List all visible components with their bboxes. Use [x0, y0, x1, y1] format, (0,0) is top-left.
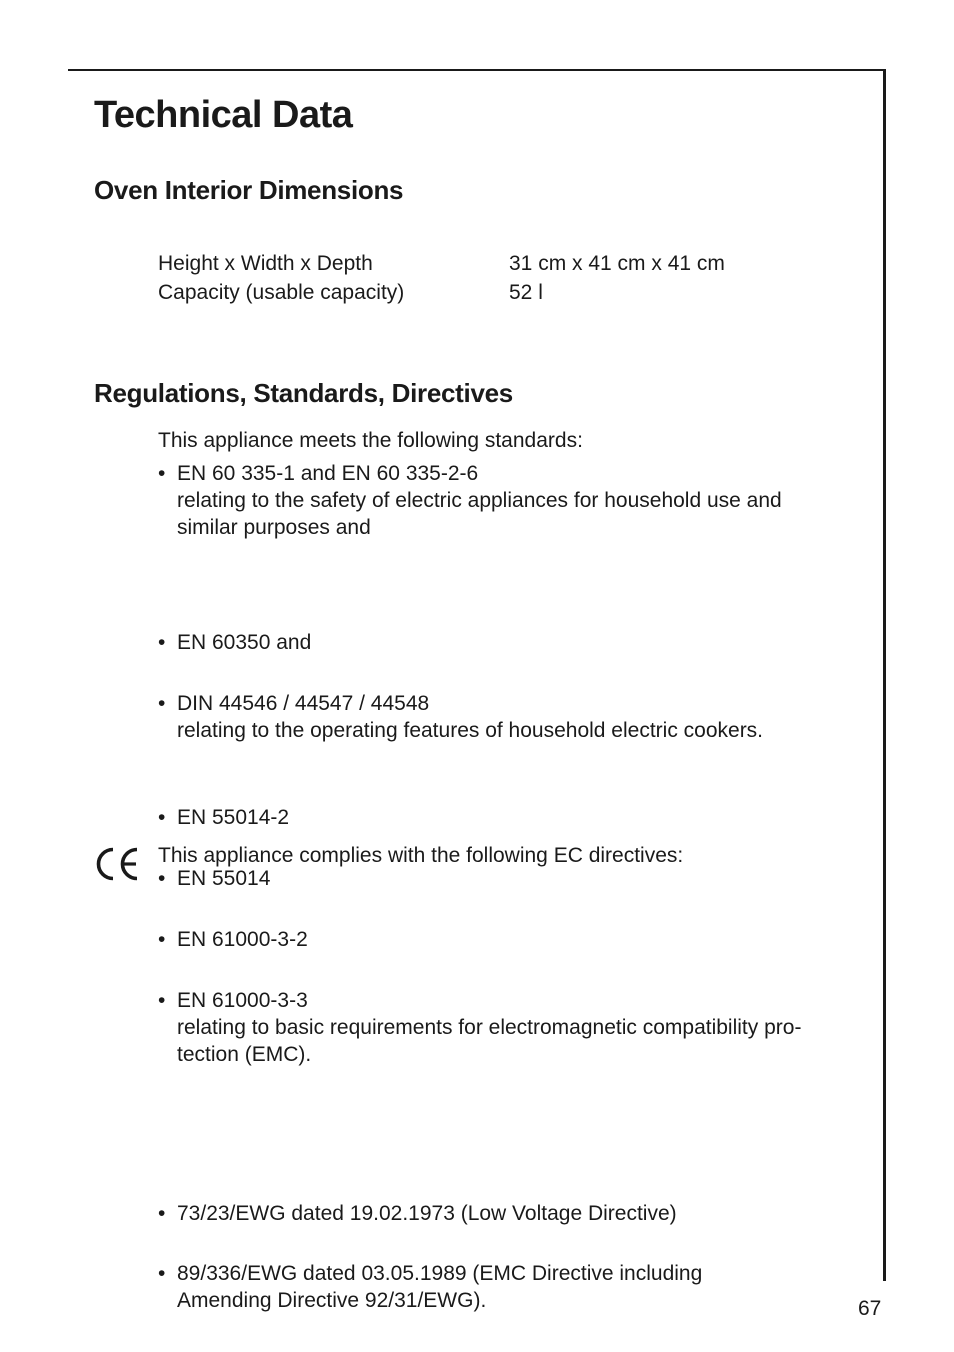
standard-code: EN 61000-3-3	[177, 989, 308, 1012]
regulations-heading: Regulations, Standards, Directives	[94, 378, 513, 408]
oven-dimensions-heading: Oven Interior Dimensions	[94, 175, 404, 205]
standard-item	[158, 926, 882, 953]
bullet-dot: •	[158, 692, 166, 715]
standard-item	[158, 460, 882, 541]
directive-item	[158, 1260, 882, 1314]
standard-item	[158, 865, 882, 892]
page-number: 67	[858, 1297, 882, 1320]
standard-item	[158, 987, 882, 1068]
capacity-label: Capacity (usable capacity)	[158, 281, 405, 304]
right-rule	[883, 69, 886, 1281]
bullet-dot: •	[158, 1202, 166, 1225]
bullet-dot: •	[158, 806, 166, 829]
directive-item	[158, 1200, 882, 1227]
standard-code: EN 55014-2	[177, 806, 290, 829]
bullet-dot: •	[158, 462, 166, 485]
standard-item	[158, 629, 882, 656]
bullet-dot: •	[158, 1262, 166, 1285]
dimensions-table	[158, 249, 725, 307]
ec-directives-intro: This appliance complies with the following EC directives:	[158, 844, 684, 867]
directive-text: 89/336/EWG dated 03.05.1989 (EMC Directive including	[177, 1262, 703, 1285]
bullet-dot: •	[158, 631, 166, 654]
standard-description: similar purposes and	[177, 516, 371, 539]
standard-description: relating to basic requirements for electromagnetic compatibility pro-	[177, 1016, 802, 1039]
directive-text: Amending Directive 92/31/EWG).	[177, 1289, 487, 1312]
standard-item	[158, 690, 882, 744]
standard-code: EN 61000-3-2	[177, 928, 308, 951]
standard-description: relating to the operating features of household electric cookers.	[177, 719, 764, 742]
page-title: Technical Data	[94, 94, 353, 136]
bullet-dot: •	[158, 867, 166, 890]
ce-mark-icon	[94, 846, 140, 882]
standard-description: tection (EMC).	[177, 1043, 312, 1066]
standards-intro: This appliance meets the following standards:	[158, 429, 583, 452]
standard-code: EN 60350 and	[177, 631, 312, 654]
standard-code: DIN 44546 / 44547 / 44548	[177, 692, 430, 715]
standard-item	[158, 804, 882, 831]
dimensions-row	[158, 249, 725, 278]
bullet-dot: •	[158, 989, 166, 1012]
capacity-value: 52 l	[509, 281, 543, 304]
top-rule	[68, 69, 886, 71]
directive-text: 73/23/EWG dated 19.02.1973 (Low Voltage Directive)	[177, 1202, 677, 1225]
bullet-dot: •	[158, 928, 166, 951]
dimensions-label: Height x Width x Depth	[158, 252, 373, 275]
dimensions-value: 31 cm x 41 cm x 41 cm	[509, 252, 725, 275]
standard-code: EN 60 335-1 and EN 60 335-2-6	[177, 462, 479, 485]
standard-code: EN 55014	[177, 867, 271, 890]
capacity-row	[158, 278, 725, 307]
standard-description: relating to the safety of electric appliances for household use and	[177, 489, 782, 512]
